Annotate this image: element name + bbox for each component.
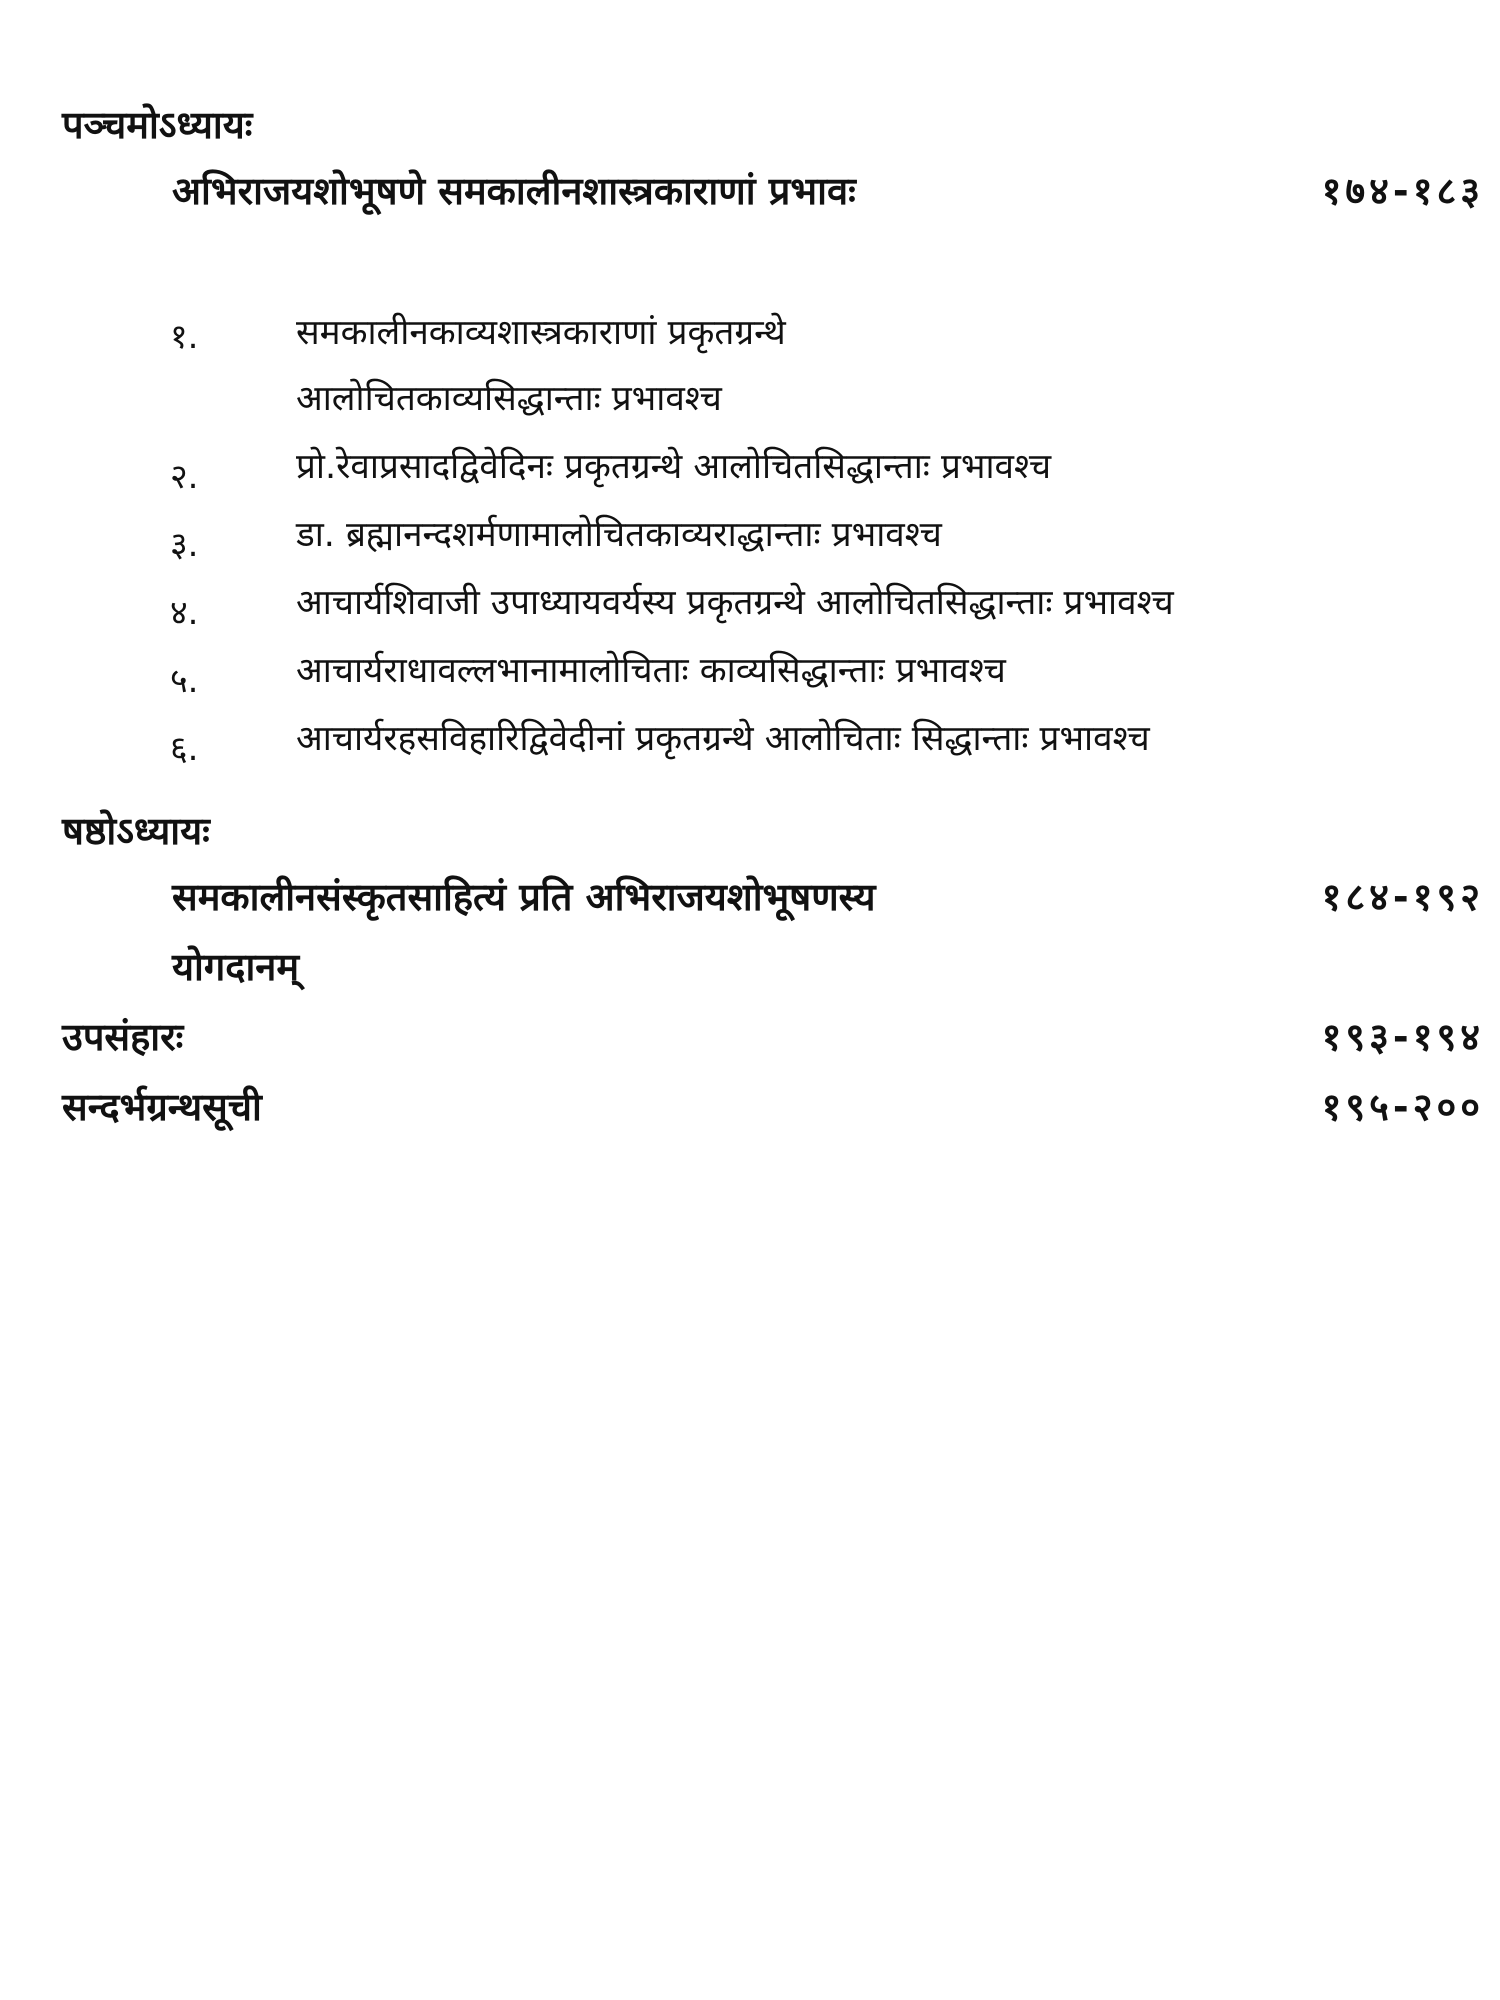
chapter5-title: अभिराजयशोभूषणे समकालीनशास्त्रकाराणां प्रभावः [172, 169, 856, 213]
item-4-number: ४. [170, 593, 199, 633]
chapter6-heading: षष्ठोऽध्यायः [62, 809, 210, 853]
item-5-number: ५. [170, 661, 199, 701]
chapter6-title-line2: योगदानम् [172, 945, 300, 989]
chapter6-pages: १८४-१९२ [1321, 875, 1484, 919]
item-4-text: आचार्यशिवाजी उपाध्यायवर्यस्य प्रकृतग्रन्थे आलोचितसिद्धान्ताः प्रभावश्च [296, 583, 1174, 623]
item-1-number: १. [170, 317, 199, 357]
item-5-text: आचार्यराधावल्लभानामालोचिताः काव्यसिद्धान्ताः प्रभावश्च [296, 651, 1006, 691]
item-1-text: समकालीनकाव्यशास्त्रकाराणां प्रकृतग्रन्थे [296, 313, 786, 353]
chapter5-pages: १७४-१८३ [1321, 169, 1484, 213]
item-3-text: डा. ब्रह्मानन्दशर्मणामालोचितकाव्यराद्धान्ताः प्रभावश्च [296, 515, 942, 555]
item-6-number: ६. [170, 729, 199, 769]
conclusion-label: उपसंहारः [62, 1015, 184, 1059]
item-2-text: प्रो.रेवाप्रसादद्विवेदिनः प्रकृतग्रन्थे आलोचितसिद्धान्ताः प्रभावश्च [296, 447, 1052, 487]
conclusion-pages: १९३-१९४ [1321, 1015, 1484, 1059]
bibliography-pages: १९५-२०० [1321, 1085, 1484, 1129]
item-2-number: २. [170, 457, 199, 497]
item-1-text-continued: आलोचितकाव्यसिद्धान्ताः प्रभावश्च [296, 379, 722, 419]
chapter5-heading: पञ्चमोऽध्यायः [62, 103, 253, 147]
item-3-number: ३. [170, 525, 199, 565]
bibliography-label: सन्दर्भग्रन्थसूची [62, 1085, 262, 1129]
item-6-text: आचार्यरहसविहारिद्विवेदीनां प्रकृतग्रन्थे आलोचिताः सिद्धान्ताः प्रभावश्च [296, 719, 1150, 759]
chapter6-title-line1: समकालीनसंस्कृतसाहित्यं प्रति अभिराजयशोभूषणस्य [172, 875, 876, 919]
